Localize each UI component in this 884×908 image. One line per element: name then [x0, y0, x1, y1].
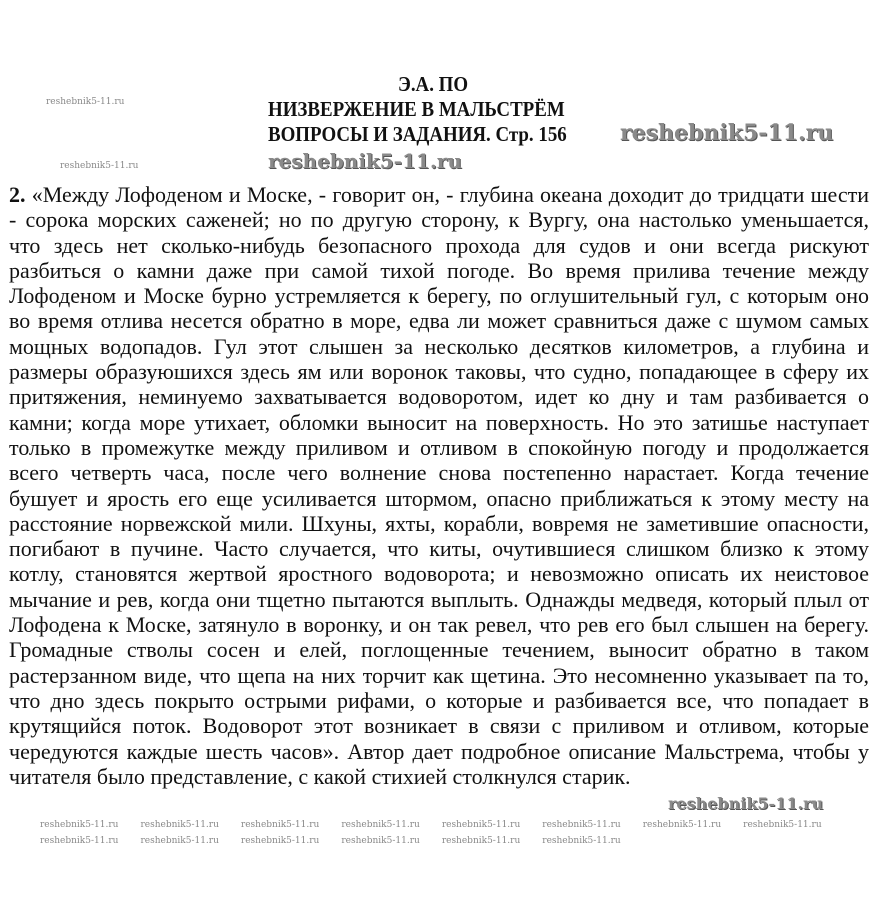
watermark: reshebnik5-11.ru	[240, 836, 320, 846]
page-title: НИЗВЕРЖЕНИЕ В МАЛЬСТРЁМ	[268, 97, 565, 121]
watermark-row	[40, 819, 840, 847]
text-line	[9, 182, 869, 207]
watermark: reshebnik5-11.ru	[140, 820, 219, 830]
watermark: reshebnik5-11.ru	[268, 149, 462, 173]
text-line: притяжения, неминуемо захватывается водоворотом, идет ко дну и там разбивается о	[9, 384, 869, 410]
text-line-content: «Между Лофоденом и Моске, - говорит он, - глубина океана доходит до тридцати шести	[25, 182, 869, 207]
text-line: Лофоденом и Моске бурно устремляется к берегу, по оглушительный гул, с которым оно	[9, 283, 869, 309]
watermark: reshebnik5-11.ru	[40, 820, 119, 830]
text-line: что здесь нет сколько-нибудь безопасного прохода для судов и они всегда рискуют	[9, 232, 869, 258]
text-line: только в промежутке между приливом и отливом в спокойную погоду и продолжается	[9, 434, 869, 460]
text-line: разбиться о камни даже при самой тихой погоде. Во время прилива течение между	[9, 257, 869, 283]
text-line: растерзанном виде, что щепа на них торчит как щетина. Это несомненно указывает па то,	[9, 662, 869, 688]
section-subtitle: ВОПРОСЫ И ЗАДАНИЯ. Стр. 156	[268, 122, 567, 146]
text-line: размеры образуюшихся здесь ям или воронок таковы, что судно, попадающее в сферу их	[9, 359, 869, 385]
watermark: reshebnik5-11.ru	[743, 820, 822, 830]
author-heading: Э.А. ПО	[398, 72, 469, 96]
text-line: чередуются каждые шесть часов». Автор дает подробное описание Мальстрема, чтобы у	[9, 738, 869, 764]
question-number: 2.	[9, 182, 26, 207]
watermark: reshebnik5-11.ru	[341, 820, 420, 830]
watermark: reshebnik5-11.ru	[441, 820, 521, 830]
watermark: reshebnik5-11.ru	[542, 836, 621, 846]
watermark: reshebnik5-11.ru	[668, 794, 824, 813]
text-line: Лофодена к Моске, затянуло в воронку, и он так ревел, что рев его был слышен на берегу.	[9, 612, 869, 638]
watermark: reshebnik5-11.ru	[46, 97, 125, 107]
watermark: reshebnik5-11.ru	[620, 120, 834, 146]
watermark: reshebnik5-11.ru	[60, 161, 139, 171]
watermark: reshebnik5-11.ru	[642, 820, 722, 830]
text-line: всего четверть часа, после чего волнение снова постепенно нарастает. Когда течение	[9, 460, 869, 486]
text-line: во время отлива несется обратно в море, едва ли может сравниться даже с шумом самых	[9, 308, 869, 334]
watermark: reshebnik5-11.ru	[240, 820, 320, 830]
text-line: - сорока морских саженей; но по другую сторону, к Вургу, она настолько уменьшается,	[9, 207, 869, 233]
watermark: reshebnik5-11.ru	[441, 836, 521, 846]
text-line: читателя было представление, с какой стихией столкнулся старик.	[9, 763, 631, 789]
text-line: камни; когда море утихает, обломки выносит на поверхность. Но это затишье наступает	[9, 409, 869, 435]
answer-text	[9, 182, 869, 789]
watermark: reshebnik5-11.ru	[40, 836, 119, 846]
text-line: что дно здесь покрыто острыми рифами, о которые и разбивается все, что попадает в	[9, 687, 869, 713]
text-line: Громадные стволы сосен и елей, поглощенные течением, выносит обратно в таком	[9, 637, 869, 663]
text-line: мощных водопадов. Гул этот слышен за несколько десятков километров, а глубина и	[9, 333, 869, 359]
watermark: reshebnik5-11.ru	[140, 836, 219, 846]
text-line: котлу, становятся жертвой яростного водоворота; и невозможно описать их неистовое	[9, 561, 869, 587]
text-line: погибают в пучине. Часто случается, что киты, очутившиеся слишком близко к этому	[9, 536, 869, 562]
watermark: reshebnik5-11.ru	[542, 820, 621, 830]
text-line: бушует и ярость его еще усиливается штормом, опасно приближаться к этому месту на	[9, 485, 869, 511]
text-line: крутящийся поток. Водоворот этот возникает в связи с приливом и отливом, которые	[9, 713, 869, 739]
watermark: reshebnik5-11.ru	[341, 836, 420, 846]
text-line: расстояние норвежской мили. Шхуны, яхты, корабли, вовремя не заметившие опасности,	[9, 510, 869, 536]
text-line: мычание и рев, когда они тщетно пытаются выплыть. Однажды медведя, который плыл от	[9, 586, 869, 612]
